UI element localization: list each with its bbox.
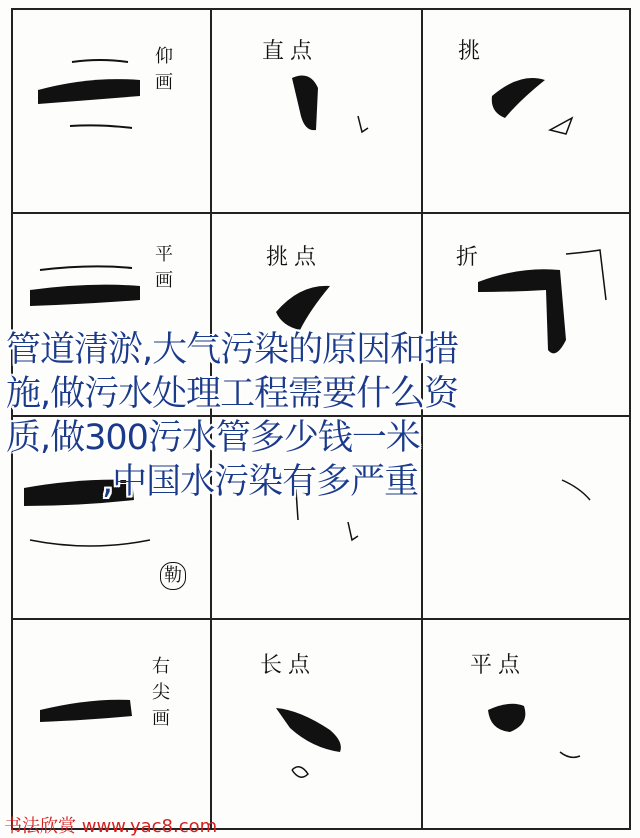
headline-line-1: 管道清淤,大气污染的原因和措 [6, 330, 459, 370]
cell-label-r4c3: 平点 [470, 653, 527, 678]
cell-label-r1c1: 仰 画 [155, 46, 173, 93]
cell-label-r4c2: 长点 [260, 653, 317, 678]
headline-line-2: 施,做污水处理工程需要什么资 [6, 374, 459, 414]
site-watermark: 书法欣赏 www.yac8.com [4, 816, 218, 837]
cell-label-r3c1: 勒 [160, 562, 186, 590]
headline-line-4: ,中国水污染有多严重 [102, 462, 419, 502]
cell-label-r2c2: 挑点 [266, 245, 323, 270]
cell-label-r4c1: 右 尖 画 [152, 656, 170, 729]
cell-label-r2c3: 折 [456, 245, 485, 270]
cell-label-r2c1: 平 画 [155, 244, 173, 291]
headline-line-3: 质,做300污水管多少钱一米 [6, 418, 420, 458]
cell-label-r1c3: 挑 [458, 39, 487, 64]
cell-label-r1c2: 直点 [262, 39, 319, 64]
headline-overlay[interactable] [6, 328, 636, 504]
